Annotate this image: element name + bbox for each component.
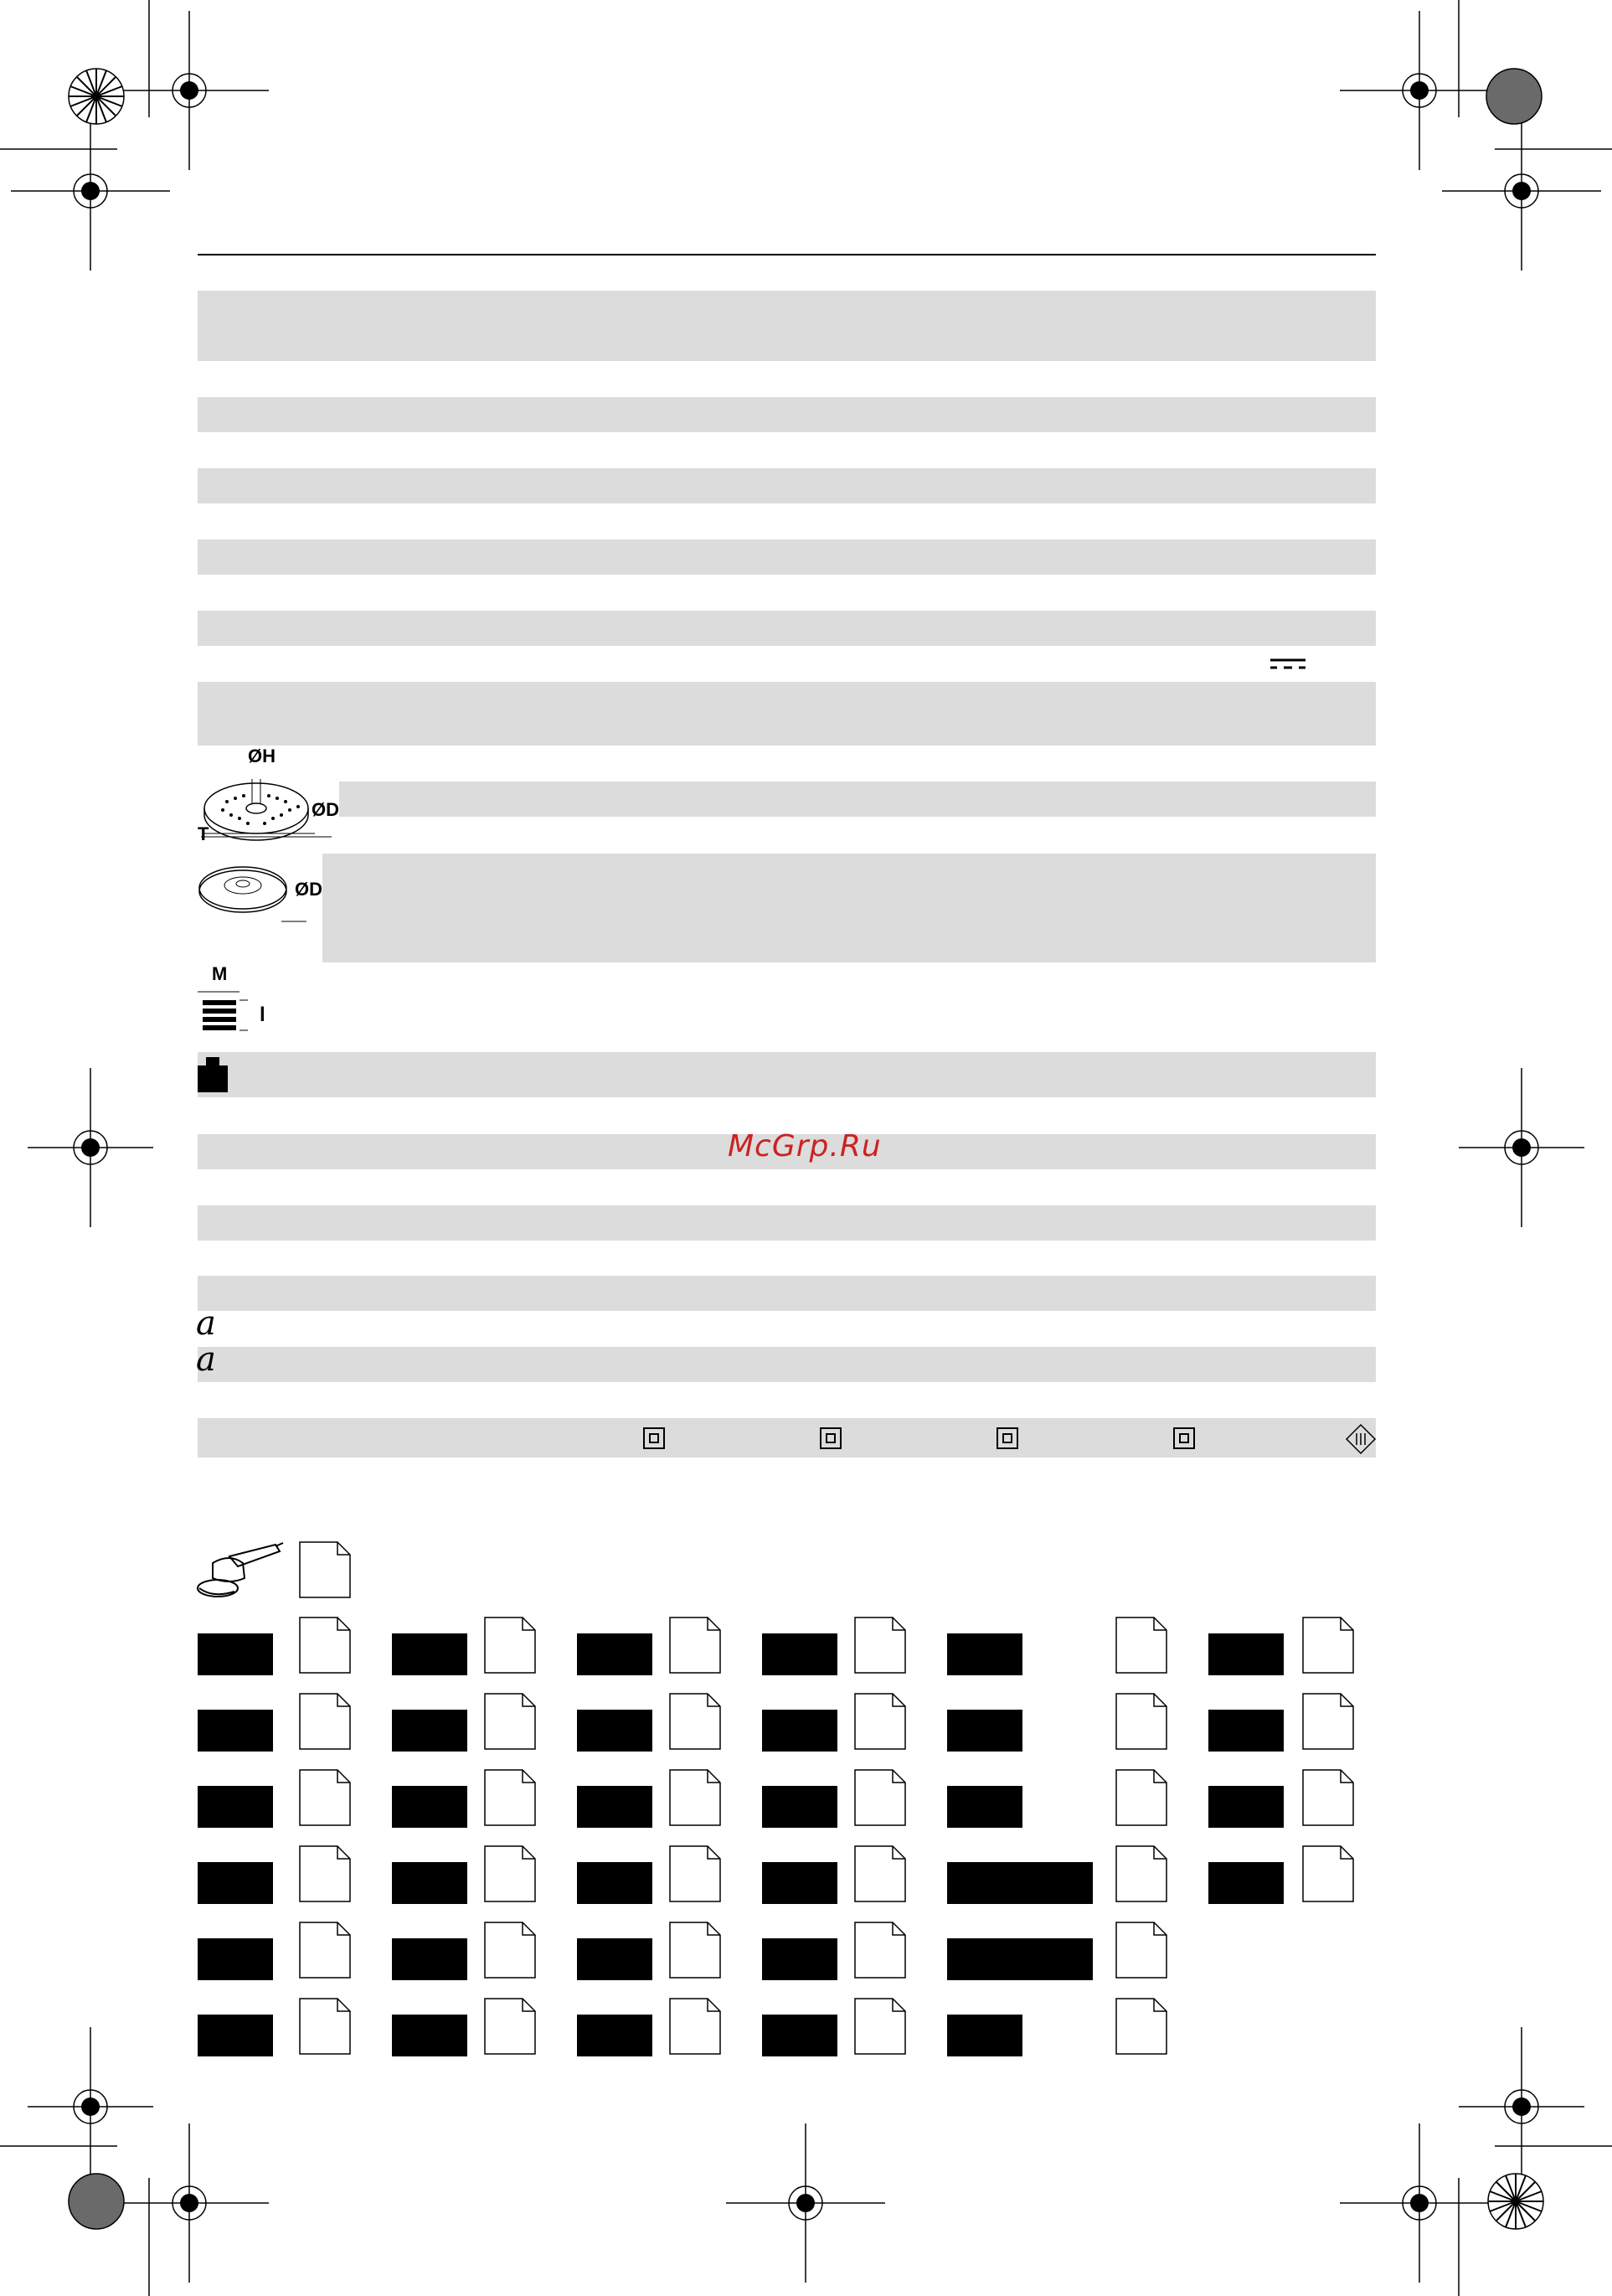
spec-row-band <box>198 1276 1376 1311</box>
thickness-symbol: T <box>198 823 209 844</box>
language-block <box>762 2015 837 2056</box>
language-block <box>762 1938 837 1980</box>
vibration-symbol: a <box>196 1340 216 1379</box>
page-reference-icon <box>854 1922 906 1979</box>
page-reference-icon <box>299 1922 351 1979</box>
language-block <box>392 2015 467 2056</box>
language-block <box>198 1862 273 1904</box>
page-reference-icon <box>1302 1617 1354 1674</box>
page-reference-icon <box>484 1922 536 1979</box>
spindle-thread-symbol: M <box>212 963 228 984</box>
language-block <box>577 1786 652 1828</box>
language-block <box>392 1938 467 1980</box>
spec-row-band <box>198 1205 1376 1241</box>
page-reference-icon <box>484 1845 536 1902</box>
page-reference-icon <box>299 1845 351 1902</box>
page-reference-icon <box>1302 1769 1354 1826</box>
spec-row-band <box>198 468 1376 503</box>
language-block-wide <box>947 1862 1093 1904</box>
header-rule <box>198 254 1376 255</box>
language-block <box>198 1786 273 1828</box>
page-reference-icon <box>299 1769 351 1826</box>
page-reference-icon <box>669 1693 721 1750</box>
page-reference-icon <box>1302 1693 1354 1750</box>
spec-row-band <box>198 611 1376 646</box>
spec-row-band <box>198 291 1376 361</box>
disc-diameter-symbol: ØD <box>312 799 339 820</box>
double-insulation-icon <box>642 1427 666 1450</box>
spec-row-band <box>198 682 1376 746</box>
language-block <box>577 1938 652 1980</box>
language-block <box>762 1633 837 1675</box>
language-block <box>392 1710 467 1752</box>
page-reference-icon <box>1302 1845 1354 1902</box>
page-reference-icon <box>669 1769 721 1826</box>
language-block <box>1208 1633 1284 1675</box>
language-block <box>198 1938 273 1980</box>
page-reference-icon <box>484 1693 536 1750</box>
page-reference-icon <box>854 1769 906 1826</box>
vibration-symbol: a <box>196 1304 216 1343</box>
page-reference-icon <box>1115 1617 1167 1674</box>
language-block <box>198 1633 273 1675</box>
spec-row-band <box>198 1347 1376 1382</box>
language-block <box>577 1710 652 1752</box>
spec-row-band <box>198 1052 1376 1097</box>
page-reference-icon <box>484 1769 536 1826</box>
page-reference-icon <box>1115 1845 1167 1902</box>
page-reference-icon <box>669 1617 721 1674</box>
language-block <box>762 1710 837 1752</box>
hole-diameter-symbol: ØH <box>248 746 276 766</box>
dc-current-icon <box>1269 658 1307 671</box>
page-reference-icon <box>669 1845 721 1902</box>
page-reference-icon <box>854 1617 906 1674</box>
spec-row-band <box>339 782 1376 817</box>
page-reference-icon <box>854 1693 906 1750</box>
page-reference-icon <box>669 1922 721 1979</box>
page-reference-icon <box>299 1541 351 1598</box>
language-block <box>1208 1862 1284 1904</box>
page-reference-icon <box>1115 1922 1167 1979</box>
pad-diameter-symbol: ØD <box>295 879 322 900</box>
double-insulation-icon <box>819 1427 842 1450</box>
spec-row-band <box>198 1418 1376 1458</box>
language-block <box>762 1786 837 1828</box>
language-block <box>392 1633 467 1675</box>
watermark: McGrp.Ru <box>728 1129 882 1163</box>
language-block <box>577 2015 652 2056</box>
language-block <box>947 2015 1022 2056</box>
page-reference-icon <box>669 1998 721 2055</box>
page-reference-icon <box>299 1617 351 1674</box>
language-block-wide <box>947 1938 1093 1980</box>
spec-row-band <box>198 539 1376 575</box>
language-block <box>392 1786 467 1828</box>
page-reference-icon <box>854 1845 906 1902</box>
page-reference-icon <box>299 1693 351 1750</box>
angle-grinder-icon <box>196 1541 285 1602</box>
page-reference-icon <box>854 1998 906 2055</box>
language-block <box>198 2015 273 2056</box>
page-reference-icon <box>1115 1693 1167 1750</box>
double-insulation-icon <box>1172 1427 1196 1450</box>
language-block <box>762 1862 837 1904</box>
double-insulation-icon <box>996 1427 1019 1450</box>
language-block <box>1208 1786 1284 1828</box>
thread-length-symbol: l <box>260 1004 265 1026</box>
language-block <box>577 1633 652 1675</box>
language-block <box>577 1862 652 1904</box>
language-block <box>947 1633 1022 1675</box>
language-block <box>392 1862 467 1904</box>
spec-row-band <box>198 397 1376 432</box>
page-reference-icon <box>484 1998 536 2055</box>
language-block <box>198 1710 273 1752</box>
page-reference-icon <box>484 1617 536 1674</box>
spindle-thread-diagram <box>198 963 273 1039</box>
language-block <box>947 1786 1022 1828</box>
protection-class-iii-icon <box>1345 1423 1377 1455</box>
language-block <box>1208 1710 1284 1752</box>
spec-row-band <box>322 854 1376 962</box>
language-block <box>947 1710 1022 1752</box>
page-reference-icon <box>1115 1769 1167 1826</box>
weight-icon <box>198 1057 228 1092</box>
page-reference-icon <box>299 1998 351 2055</box>
page-reference-icon <box>1115 1998 1167 2055</box>
